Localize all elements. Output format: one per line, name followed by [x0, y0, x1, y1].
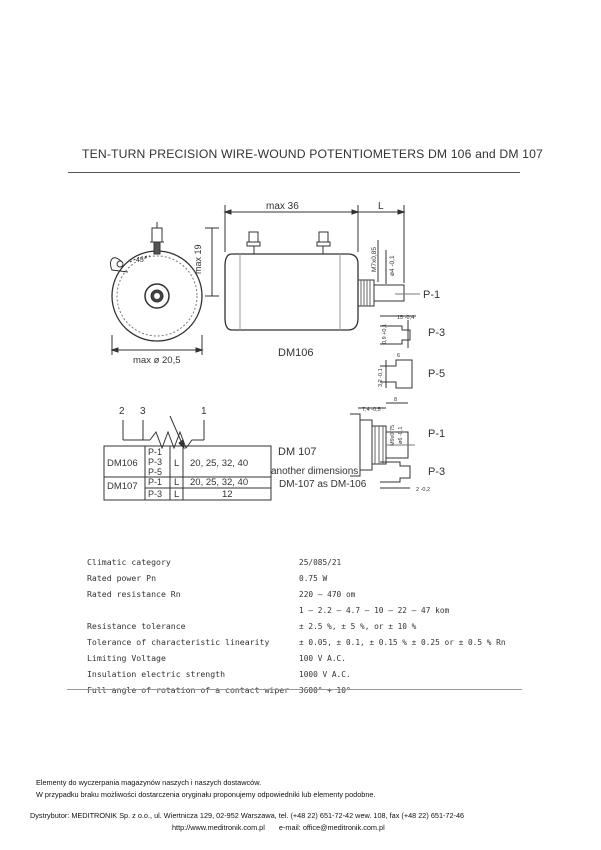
spec-param: Full angle of rotation of a contact wiper [87, 685, 290, 695]
dim-m9: M9x0,75 [390, 424, 396, 446]
footer-contacts [172, 823, 601, 832]
spec-param: Insulation electric strength [87, 669, 226, 679]
spec-value: ± 2.5 %, ± 5 %, or ± 10 % [299, 621, 417, 631]
dim-8: 8 [394, 397, 398, 403]
spec-row [87, 682, 506, 698]
dim-angle: 45° [136, 257, 147, 264]
spec-row [87, 554, 506, 570]
front-view [110, 222, 219, 355]
shaft-p1-a: P-1 [423, 289, 441, 301]
dim-m7: M7x0,85 [371, 247, 378, 272]
shaft-p3-b: P-3 [428, 466, 446, 478]
label-dm107: DM 107 [278, 446, 317, 458]
spec-value: 25/085/21 [299, 557, 342, 567]
dim-6: 6 [397, 353, 401, 359]
variant-dm107: DM107 [107, 481, 138, 492]
schematic-pin2: 2 [119, 406, 125, 417]
footer-distributor: Dystrybutor: MEDITRONIK Sp. z o.o., ul. Wiertnicza 129, 02-952 Warszawa, tel. (+48 22) 651-72-42 wew. 108, fax (+48 22) 651-72-46 [30, 811, 465, 820]
variant-dm106-L: L [174, 458, 180, 469]
specifications-table [87, 554, 506, 698]
spec-row [87, 570, 506, 586]
dim-L: L [378, 201, 384, 212]
label-dm106: DM106 [278, 347, 314, 359]
variant-dm106-code-3: P-5 [148, 467, 163, 477]
footer-website-link[interactable]: http://www.meditronik.com.pl [172, 823, 265, 832]
dim-15: 15 -0,4 [397, 315, 415, 321]
spec-divider [67, 689, 522, 690]
variant-dm107-code-a: P-1 [148, 477, 163, 487]
shaft-p3-a: P-3 [428, 327, 446, 339]
spec-param: Rated resistance Rn [87, 589, 181, 599]
dim-32: 3,2 -0,1 [378, 368, 384, 387]
dim-09: 0,9 +0,1 [382, 323, 388, 344]
spec-row [87, 602, 506, 618]
spec-value: 1000 V A.C. [299, 669, 351, 679]
spec-value: 1 – 2.2 – 4.7 – 10 – 22 – 47 kom [299, 605, 450, 615]
dim-2: 2 -0,2 [416, 487, 431, 493]
variant-dm106-values: 20, 25, 32, 40 [190, 458, 249, 469]
page-title: TEN-TURN PRECISION WIRE-WOUND POTENTIOMETERS DM 106 and DM 107 [82, 147, 543, 161]
variant-dm107-L-b: L [174, 489, 180, 500]
variant-dm107-values-b: 12 [222, 489, 233, 500]
variant-dm106: DM106 [107, 458, 138, 469]
note-line2: DM-107 as DM-106 [279, 479, 367, 490]
variant-dm107-values-a: 20, 25, 32, 40 [190, 477, 249, 488]
footer-email-link[interactable]: e-mail: office@meditronik.com.pl [278, 823, 385, 832]
spec-param [87, 602, 299, 618]
spec-value: 100 V A.C. [299, 653, 346, 663]
variant-dm107-code-b: P-3 [148, 489, 163, 499]
note-line1: another dimensions [271, 466, 359, 477]
schematic-symbol [123, 416, 204, 448]
dim-74: 7,4 -0,5 [362, 407, 381, 413]
spec-row [87, 634, 506, 650]
spec-param: Climatic category [87, 557, 171, 567]
dim-max19: max 19 [193, 244, 203, 274]
dim-d4: ø4 -0,1 [389, 255, 396, 276]
spec-row [87, 586, 506, 602]
schematic-pin1: 1 [201, 406, 207, 417]
variant-dm107-L-a: L [174, 477, 180, 488]
shaft-p5: P-5 [428, 368, 446, 380]
spec-value: 0.75 W [299, 573, 328, 583]
dim-max-diameter: max ø 20,5 [133, 355, 181, 366]
spec-row [87, 650, 506, 666]
spec-row [87, 666, 506, 682]
dim-max36: max 36 [266, 201, 299, 212]
spec-value: ± 0.05, ± 0.1, ± 0.15 % ± 0.25 or ± 0.5 % Rn [299, 637, 506, 647]
spec-row [87, 618, 506, 634]
schematic-pin3: 3 [140, 406, 146, 417]
spec-param: Limiting Voltage [87, 653, 166, 663]
side-view-dm107 [350, 403, 415, 488]
footer-note-2: W przypadku braku możliwości dostarczenia oryginału proponujemy odpowiedniki lub elementy podobne. [36, 790, 376, 799]
spec-value: 220 – 470 om [299, 589, 356, 599]
shaft-p1-b: P-1 [428, 428, 446, 440]
spec-param: Rated power Pn [87, 573, 157, 583]
spec-value: 3600° + 10° [299, 685, 351, 695]
variant-dm106-code-1: P-1 [148, 447, 163, 457]
variant-dm106-code-2: P-3 [148, 457, 163, 467]
dim-d6: ø6 -0,1 [398, 426, 404, 444]
spec-param: Resistance tolerance [87, 621, 186, 631]
footer-note-1: Elementy do wyczerpania magazynów naszych i naszych dostawców. [36, 778, 262, 787]
spec-param: Tolerance of characteristic linearity [87, 637, 270, 647]
